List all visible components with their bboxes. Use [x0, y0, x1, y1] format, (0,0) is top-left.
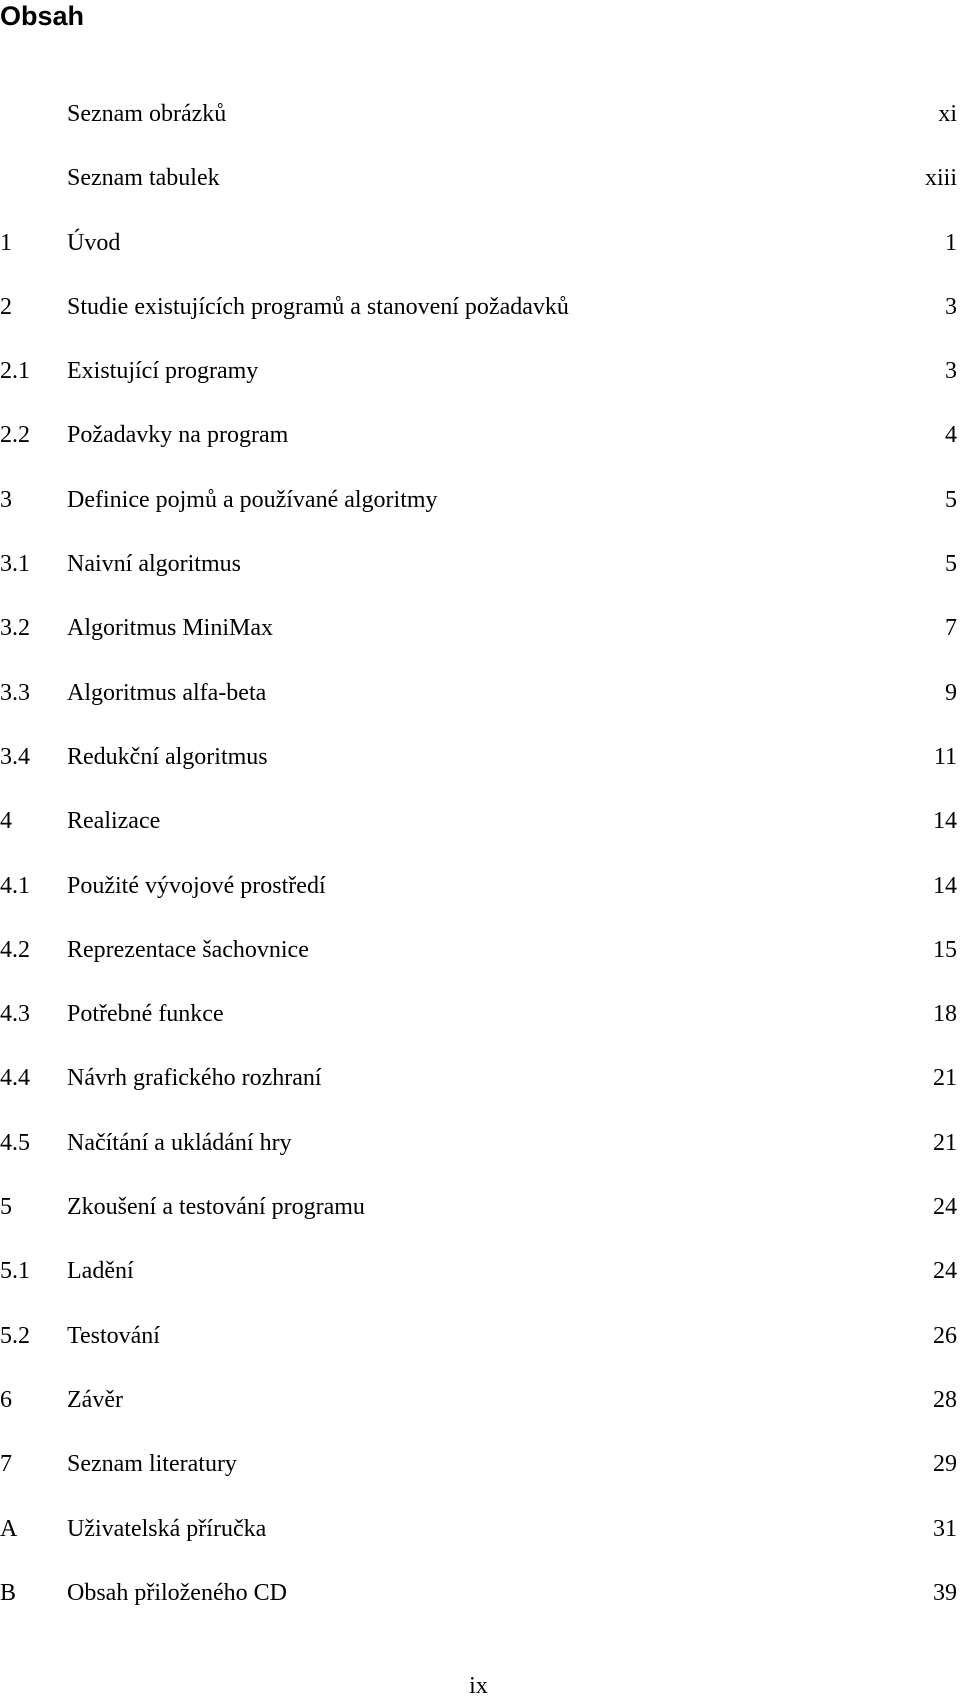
toc-entry-number: 2.1	[0, 358, 30, 385]
toc-entry-page: 26	[933, 1322, 957, 1349]
toc-entry-title: Studie existujících programů a stanovení požadavků	[67, 293, 569, 320]
toc-entry-number: 4.5	[0, 1129, 30, 1156]
toc-entry	[0, 598, 957, 662]
page-title: Obsah	[0, 1, 85, 31]
toc-entry	[0, 213, 957, 277]
toc-entry	[0, 1563, 957, 1627]
toc-entry-title: Existující programy	[67, 358, 259, 385]
toc-entry-title: Uživatelská příručka	[67, 1515, 267, 1542]
toc-entry-title: Ladění	[67, 1258, 134, 1285]
toc-entry-title: Realizace	[67, 808, 161, 835]
toc-entry	[0, 1048, 957, 1112]
toc-entry-page: 29	[933, 1451, 957, 1478]
toc-entry-number: 5.2	[0, 1322, 30, 1349]
toc-entry	[0, 341, 957, 405]
page-number: ix	[469, 1673, 488, 1699]
toc-entry-number: 3.3	[0, 679, 30, 706]
toc-entry	[0, 791, 957, 855]
toc-entry-title: Reprezentace šachovnice	[67, 936, 309, 963]
toc-entry	[0, 920, 957, 984]
toc-entry-number: B	[0, 1579, 17, 1606]
toc-entry-page: 3	[945, 293, 957, 320]
toc-entry-title: Seznam obrázků	[67, 101, 227, 127]
toc-entry-page: 15	[933, 936, 957, 963]
toc-entry-page: 9	[945, 679, 957, 706]
toc-entry-title: Úvod	[67, 229, 121, 256]
toc-entry	[0, 1434, 957, 1498]
toc-entry	[0, 856, 957, 920]
toc-entry-page: 24	[933, 1258, 957, 1285]
toc-entry-title: Závěr	[67, 1386, 123, 1413]
toc-entry-number: 4.1	[0, 872, 30, 899]
toc-entry-page: 1	[945, 229, 957, 256]
toc-entry-title: Algoritmus MiniMax	[67, 615, 274, 642]
toc-entry-number: 1	[0, 229, 12, 256]
toc-entry-title: Zkoušení a testování programu	[67, 1194, 365, 1221]
toc-entry-number: 7	[0, 1451, 12, 1478]
toc-entry-number: 4	[0, 808, 12, 835]
toc-entry-page: 39	[933, 1579, 957, 1606]
toc-entry	[0, 405, 957, 469]
toc-entry-page: 21	[933, 1065, 957, 1092]
toc-entry-number: 5.1	[0, 1258, 30, 1285]
toc-entry	[0, 1306, 957, 1370]
toc-entry-title: Testování	[67, 1322, 160, 1349]
toc-entry	[0, 1177, 957, 1241]
toc-entry-page: 3	[945, 358, 957, 385]
toc-entry-page: 18	[933, 1001, 957, 1028]
table-of-contents	[0, 84, 957, 1627]
toc-entry-title: Seznam tabulek	[67, 165, 220, 192]
toc-entry	[0, 663, 957, 727]
toc-entry-title: Potřebné funkce	[67, 1001, 224, 1028]
toc-entry-page: xiii	[924, 165, 957, 192]
toc-entry-number: 6	[0, 1386, 12, 1413]
toc-entry-number: 3.2	[0, 615, 30, 642]
toc-entry-page: 31	[933, 1515, 957, 1542]
toc-entry	[0, 1241, 957, 1305]
toc-entry-page: 14	[933, 808, 957, 835]
toc-entry-page: xi	[938, 101, 957, 127]
toc-entry-page: 21	[933, 1129, 957, 1156]
toc-entry	[0, 84, 957, 148]
toc-entry-page: 5	[945, 486, 957, 513]
toc-entry-title: Návrh grafického rozhraní	[67, 1065, 322, 1092]
toc-entry-title: Obsah přiloženého CD	[67, 1579, 287, 1606]
toc-entry-number: 2	[0, 293, 12, 320]
toc-entry-title: Definice pojmů a používané algoritmy	[67, 486, 438, 513]
toc-entry	[0, 277, 957, 341]
toc-entry	[0, 148, 957, 212]
toc-entry	[0, 534, 957, 598]
toc-entry-number: 2.2	[0, 422, 30, 449]
toc-entry-number: 3.1	[0, 551, 30, 578]
toc-entry-title: Algoritmus alfa-beta	[67, 679, 267, 706]
toc-entry-title: Načítání a ukládání hry	[67, 1129, 292, 1156]
toc-entry-page: 24	[933, 1194, 957, 1221]
toc-entry-title: Redukční algoritmus	[67, 743, 268, 770]
toc-entry-page: 7	[945, 615, 957, 642]
toc-entry-page: 28	[933, 1386, 957, 1413]
toc-entry	[0, 470, 957, 534]
toc-entry-page: 11	[933, 743, 957, 770]
toc-entry-title: Použité vývojové prostředí	[67, 872, 326, 899]
toc-entry-title: Naivní algoritmus	[67, 551, 241, 578]
toc-entry-title: Požadavky na program	[67, 422, 289, 449]
toc-entry-number: 4.4	[0, 1065, 30, 1092]
toc-entry-number: 3.4	[0, 743, 30, 770]
toc-entry	[0, 1499, 957, 1563]
toc-entry-title: Seznam literatury	[67, 1451, 237, 1478]
toc-entry	[0, 727, 957, 791]
toc-entry-page: 14	[933, 872, 957, 899]
toc-entry	[0, 1370, 957, 1434]
toc-entry-page: 4	[945, 422, 957, 449]
toc-entry-number: 3	[0, 486, 12, 513]
toc-entry	[0, 984, 957, 1048]
toc-entry-page: 5	[945, 551, 957, 578]
toc-entry-number: 4.2	[0, 936, 30, 963]
toc-entry	[0, 1113, 957, 1177]
toc-entry-number: 4.3	[0, 1001, 30, 1028]
toc-entry-number: 5	[0, 1194, 12, 1221]
toc-entry-number: A	[0, 1515, 18, 1542]
